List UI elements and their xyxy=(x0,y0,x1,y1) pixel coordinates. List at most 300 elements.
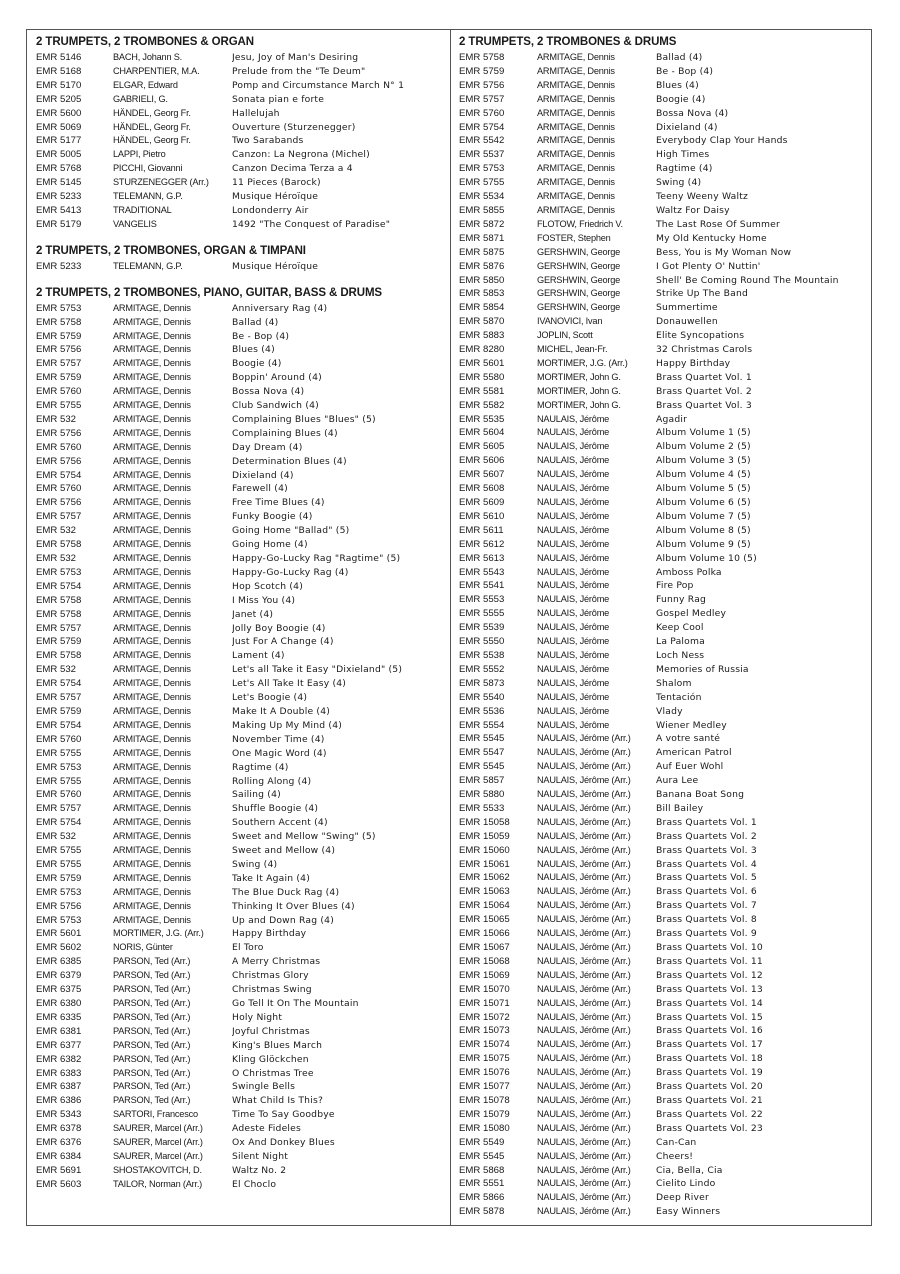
catalog-row xyxy=(459,1052,869,1066)
piece-title: Go Tell It On The Mountain xyxy=(232,998,359,1009)
piece-title: Prelude from the "Te Deum" xyxy=(232,65,366,77)
piece-title: Brass Quartets Vol. 10 xyxy=(656,942,763,953)
composer-name: GABRIELI, G. xyxy=(113,93,168,104)
piece-title: Aura Lee xyxy=(656,775,699,787)
catalog-row xyxy=(36,594,446,608)
composer-name: NAULAIS, Jérôme (Arr.) xyxy=(537,1122,631,1133)
edition-number: EMR 5753 xyxy=(36,886,82,898)
catalog-row xyxy=(36,705,446,719)
piece-title: Boogie (4) xyxy=(232,358,282,370)
composer-name: ELGAR, Edward xyxy=(113,79,178,90)
catalog-row xyxy=(36,524,446,538)
catalog-row xyxy=(36,385,446,399)
piece-title: Brass Quartets Vol. 19 xyxy=(656,1067,763,1079)
piece-title: Brass Quartets Vol. 6 xyxy=(656,886,757,898)
edition-number: EMR 5875 xyxy=(459,246,505,258)
composer-name: NAULAIS, Jérôme (Arr.) xyxy=(537,1164,631,1175)
composer-name: GERSHWIN, George xyxy=(537,260,621,271)
catalog-row xyxy=(459,760,869,774)
composer-name: NAULAIS, Jérôme (Arr.) xyxy=(537,997,631,1008)
piece-title: Two Sarabands xyxy=(232,135,304,147)
composer-name: NAULAIS, Jérôme (Arr.) xyxy=(537,886,631,897)
piece-title: Brass Quartet Vol. 3 xyxy=(656,399,752,411)
piece-title: Brass Quartet Vol. 2 xyxy=(656,385,752,397)
edition-number: EMR 5552 xyxy=(459,663,505,675)
composer-name: MORTIMER, J.G. (Arr.) xyxy=(113,928,204,939)
catalog-row xyxy=(36,510,446,524)
composer-name: ARMITAGE, Dennis xyxy=(113,427,191,438)
section-heading: 2 TRUMPETS, 2 TROMBONES & DRUMS xyxy=(459,36,677,48)
edition-number: EMR 5179 xyxy=(36,218,82,230)
composer-name: NAULAIS, Jérôme (Arr.) xyxy=(537,1067,631,1078)
piece-title: Cia, Bella, Cia xyxy=(656,1164,723,1176)
catalog-row xyxy=(459,385,869,399)
piece-title: Album Volume 9 (5) xyxy=(656,538,751,550)
catalog-row xyxy=(459,315,869,329)
catalog-row xyxy=(36,580,446,594)
catalog-row xyxy=(459,1080,869,1094)
edition-number: EMR 5145 xyxy=(36,177,82,189)
composer-name: ARMITAGE, Dennis xyxy=(537,204,615,215)
edition-number: EMR 15069 xyxy=(459,969,510,981)
edition-number: EMR 5756 xyxy=(459,79,505,91)
composer-name: NAULAIS, Jérôme (Arr.) xyxy=(537,1192,631,1203)
catalog-row xyxy=(36,413,446,427)
catalog-row xyxy=(459,454,869,468)
piece-title: Summertime xyxy=(656,302,718,314)
piece-title: Waltz No. 2 xyxy=(232,1164,287,1176)
catalog-row xyxy=(36,343,446,357)
catalog-row xyxy=(459,176,869,190)
edition-number: EMR 15059 xyxy=(459,830,510,842)
piece-title: Jolly Boy Boogie (4) xyxy=(232,622,326,634)
composer-name: NAULAIS, Jérôme xyxy=(537,510,610,521)
piece-title: Making Up My Mind (4) xyxy=(232,719,343,731)
catalog-row xyxy=(459,357,869,371)
catalog-row xyxy=(36,427,446,441)
catalog-row xyxy=(36,747,446,761)
catalog-row xyxy=(459,287,869,301)
edition-number: EMR 5602 xyxy=(36,942,82,954)
edition-number: EMR 5753 xyxy=(459,163,505,175)
composer-name: ARMITAGE, Dennis xyxy=(113,358,191,369)
edition-number: EMR 5854 xyxy=(459,302,505,314)
piece-title: Album Volume 5 (5) xyxy=(656,483,751,495)
catalog-row xyxy=(459,1094,869,1108)
piece-title: Be - Bop (4) xyxy=(656,65,714,77)
composer-name: ARMITAGE, Dennis xyxy=(113,719,191,730)
edition-number: EMR 5871 xyxy=(459,232,505,244)
composer-name: VANGELIS xyxy=(113,218,157,229)
piece-title: Brass Quartets Vol. 1 xyxy=(656,816,757,828)
composer-name: ARMITAGE, Dennis xyxy=(113,566,191,577)
piece-title: Brass Quartets Vol. 20 xyxy=(656,1081,763,1093)
piece-title: Swing (4) xyxy=(656,177,702,189)
edition-number: EMR 5545 xyxy=(459,733,505,745)
piece-title: Silent Night xyxy=(232,1150,289,1162)
catalog-row xyxy=(459,413,869,427)
edition-number: EMR 532 xyxy=(36,831,76,843)
catalog-row xyxy=(36,733,446,747)
catalog-row xyxy=(459,371,869,385)
composer-name: ARMITAGE, Dennis xyxy=(113,525,191,536)
composer-name: ARMITAGE, Dennis xyxy=(113,803,191,814)
catalog-row xyxy=(459,788,869,802)
piece-title: O Christmas Tree xyxy=(232,1067,314,1079)
edition-number: EMR 5601 xyxy=(36,928,82,940)
catalog-row xyxy=(459,927,869,941)
edition-number: EMR 5756 xyxy=(36,497,82,509)
edition-number: EMR 5753 xyxy=(36,761,82,773)
composer-name: NAULAIS, Jérôme (Arr.) xyxy=(537,1081,631,1092)
edition-number: EMR 5168 xyxy=(36,65,82,77)
piece-title: Canzon Decima Terza a 4 xyxy=(232,163,353,175)
edition-number: EMR 6376 xyxy=(36,1137,82,1149)
edition-number: EMR 5753 xyxy=(36,566,82,578)
edition-number: EMR 5170 xyxy=(36,79,82,91)
composer-name: ARMITAGE, Dennis xyxy=(113,455,191,466)
piece-title: Anniversary Rag (4) xyxy=(232,302,328,314)
piece-title: Happy-Go-Lucky Rag (4) xyxy=(232,566,349,578)
piece-title: Brass Quartets Vol. 4 xyxy=(656,858,757,870)
catalog-row xyxy=(459,593,869,607)
piece-title: Loch Ness xyxy=(656,649,705,661)
piece-title: Album Volume 4 (5) xyxy=(656,469,751,481)
edition-number: EMR 5757 xyxy=(36,692,82,704)
edition-number: EMR 5758 xyxy=(36,316,82,328)
piece-title: Let's All Take It Easy (4) xyxy=(232,678,347,690)
catalog-row xyxy=(459,649,869,663)
edition-number: EMR 5553 xyxy=(459,594,505,606)
edition-number: EMR 5760 xyxy=(36,386,82,398)
edition-number: EMR 5759 xyxy=(36,372,82,384)
piece-title: Shuffle Boogie (4) xyxy=(232,803,319,815)
catalog-row xyxy=(36,997,446,1011)
composer-name: MICHEL, Jean-Fr. xyxy=(537,344,608,355)
composer-name: TELEMANN, G.P. xyxy=(113,260,183,271)
catalog-row xyxy=(459,162,869,176)
catalog-row xyxy=(36,316,446,330)
piece-title: Ballad (4) xyxy=(656,52,703,63)
edition-number: EMR 5756 xyxy=(36,900,82,912)
left-column xyxy=(36,33,446,1192)
catalog-row xyxy=(459,1108,869,1122)
composer-name: NAULAIS, Jérôme (Arr.) xyxy=(537,1178,631,1189)
edition-number: EMR 5612 xyxy=(459,538,505,550)
edition-number: EMR 5605 xyxy=(459,441,505,453)
piece-title: A Merry Christmas xyxy=(232,956,321,968)
catalog-row xyxy=(36,1178,446,1192)
composer-name: NAULAIS, Jérôme (Arr.) xyxy=(537,900,631,911)
catalog-row xyxy=(459,552,869,566)
edition-number: EMR 6383 xyxy=(36,1067,82,1079)
piece-title: Musique Héroïque xyxy=(232,191,319,203)
piece-title: Waltz For Daisy xyxy=(656,204,730,216)
edition-number: EMR 5757 xyxy=(36,358,82,370)
catalog-row xyxy=(36,330,446,344)
edition-number: EMR 5611 xyxy=(459,524,504,536)
catalog-row xyxy=(459,1164,869,1178)
composer-name: PICCHI, Giovanni xyxy=(113,163,183,174)
catalog-row xyxy=(459,148,869,162)
catalog-row xyxy=(459,524,869,538)
edition-number: EMR 5604 xyxy=(459,427,505,439)
edition-number: EMR 5554 xyxy=(459,719,505,731)
edition-number: EMR 15080 xyxy=(459,1122,510,1134)
piece-title: Ox And Donkey Blues xyxy=(232,1137,335,1149)
edition-number: EMR 6387 xyxy=(36,1081,82,1093)
catalog-row xyxy=(36,969,446,983)
catalog-row xyxy=(459,218,869,232)
composer-name: ARMITAGE, Dennis xyxy=(113,622,191,633)
piece-title: Shell' Be Coming Round The Mountain xyxy=(656,274,839,286)
edition-number: EMR 5601 xyxy=(459,357,505,369)
edition-number: EMR 5756 xyxy=(36,344,82,356)
edition-number: EMR 5857 xyxy=(459,775,505,787)
catalog-row xyxy=(459,899,869,913)
composer-name: ARMITAGE, Dennis xyxy=(113,705,191,716)
composer-name: NAULAIS, Jérôme (Arr.) xyxy=(537,1108,631,1119)
composer-name: ARMITAGE, Dennis xyxy=(113,900,191,911)
composer-name: NAULAIS, Jérôme xyxy=(537,497,610,507)
composer-name: ARMITAGE, Dennis xyxy=(113,344,191,355)
catalog-row xyxy=(459,496,869,510)
edition-number: EMR 5535 xyxy=(459,413,505,425)
composer-name: HÄNDEL, Georg Fr. xyxy=(113,121,191,132)
edition-number: EMR 5536 xyxy=(459,705,505,717)
catalog-row xyxy=(459,635,869,649)
edition-number: EMR 5756 xyxy=(36,455,82,467)
edition-number: EMR 15064 xyxy=(459,900,510,912)
composer-name: ARMITAGE, Dennis xyxy=(113,400,191,411)
edition-number: EMR 5758 xyxy=(36,608,82,620)
piece-title: Dixieland (4) xyxy=(656,121,718,133)
edition-number: EMR 5603 xyxy=(36,1178,82,1190)
catalog-row xyxy=(36,1067,446,1081)
edition-number: EMR 532 xyxy=(36,525,76,537)
catalog-row xyxy=(36,496,446,510)
composer-name: NAULAIS, Jérôme xyxy=(537,552,610,563)
edition-number: EMR 5757 xyxy=(36,803,82,815)
composer-name: ARMITAGE, Dennis xyxy=(113,316,191,327)
catalog-row xyxy=(459,343,869,357)
composer-name: ARMITAGE, Dennis xyxy=(113,608,191,619)
piece-title: Deep River xyxy=(656,1192,709,1204)
piece-title: Free Time Blues (4) xyxy=(232,497,325,509)
catalog-row xyxy=(459,468,869,482)
piece-title: Blues (4) xyxy=(232,344,275,356)
composer-name: NAULAIS, Jérôme xyxy=(537,649,610,660)
piece-title: Happy Birthday xyxy=(656,357,731,369)
edition-number: EMR 6379 xyxy=(36,970,82,982)
composer-name: NAULAIS, Jérôme (Arr.) xyxy=(537,733,631,744)
catalog-row xyxy=(36,552,446,566)
catalog-row xyxy=(459,482,869,496)
piece-title: Be - Bop (4) xyxy=(232,330,290,342)
composer-name: ARMITAGE, Dennis xyxy=(113,539,191,550)
piece-title: Brass Quartets Vol. 17 xyxy=(656,1039,763,1051)
composer-name: ARMITAGE, Dennis xyxy=(113,817,191,828)
piece-title: Complaining Blues (4) xyxy=(232,427,338,439)
edition-number: EMR 5755 xyxy=(36,858,82,870)
composer-name: GERSHWIN, George xyxy=(537,288,621,299)
catalog-row xyxy=(459,885,869,899)
edition-number: EMR 5760 xyxy=(36,733,82,745)
catalog-row xyxy=(36,608,446,622)
edition-number: EMR 5547 xyxy=(459,747,505,759)
edition-number: EMR 5550 xyxy=(459,636,505,648)
composer-name: SAURER, Marcel (Arr.) xyxy=(113,1150,203,1161)
composer-name: SHOSTAKOVITCH, D. xyxy=(113,1164,202,1175)
edition-number: EMR 5754 xyxy=(36,817,82,829)
composer-name: ARMITAGE, Dennis xyxy=(113,650,191,661)
piece-title: I Got Plenty O' Nuttin' xyxy=(656,260,761,272)
piece-title: El Toro xyxy=(232,942,264,954)
catalog-row xyxy=(459,190,869,204)
piece-title: Brass Quartets Vol. 16 xyxy=(656,1025,763,1037)
piece-title: Club Sandwich (4) xyxy=(232,400,319,412)
composer-name: NAULAIS, Jérôme (Arr.) xyxy=(537,942,631,952)
catalog-row xyxy=(36,357,446,371)
catalog-row xyxy=(36,1164,446,1178)
piece-title: Album Volume 6 (5) xyxy=(656,497,751,508)
edition-number: EMR 5768 xyxy=(36,163,82,175)
section-heading: 2 TRUMPETS, 2 TROMBONES, PIANO, GUITAR, BASS & DRUMS xyxy=(36,286,382,299)
catalog-row xyxy=(36,218,446,232)
composer-name: NAULAIS, Jérôme xyxy=(537,608,610,619)
composer-name: NAULAIS, Jérôme (Arr.) xyxy=(537,761,631,772)
catalog-row xyxy=(36,302,446,316)
edition-number: EMR 5758 xyxy=(36,594,82,606)
edition-number: EMR 5760 xyxy=(36,483,82,495)
piece-title: A votre santé xyxy=(656,733,721,745)
edition-number: EMR 5753 xyxy=(36,302,82,314)
piece-title: My Old Kentucky Home xyxy=(656,232,767,244)
composer-name: NAULAIS, Jérôme xyxy=(537,538,610,549)
piece-title: Joyful Christmas xyxy=(232,1025,310,1037)
catalog-row xyxy=(459,983,869,997)
catalog-row xyxy=(36,914,446,928)
composer-name: NAULAIS, Jérôme xyxy=(537,691,610,702)
catalog-row xyxy=(459,1122,869,1136)
catalog-row xyxy=(459,538,869,552)
catalog-row xyxy=(36,121,446,135)
catalog-row xyxy=(36,677,446,691)
composer-name: ARMITAGE, Dennis xyxy=(537,135,615,146)
catalog-row xyxy=(36,775,446,789)
edition-number: EMR 5873 xyxy=(459,677,505,689)
edition-number: EMR 5534 xyxy=(459,191,505,203)
composer-name: NAULAIS, Jérôme (Arr.) xyxy=(537,1039,631,1050)
piece-title: Ragtime (4) xyxy=(656,163,713,175)
piece-title: Auf Euer Wohl xyxy=(656,761,724,773)
composer-name: ARMITAGE, Dennis xyxy=(113,872,191,883)
catalog-row xyxy=(36,1094,446,1108)
piece-title: Everybody Clap Your Hands xyxy=(656,135,788,147)
composer-name: NAULAIS, Jérôme xyxy=(537,413,610,424)
edition-number: EMR 6378 xyxy=(36,1123,82,1135)
piece-title: Brass Quartets Vol. 7 xyxy=(656,900,757,912)
catalog-row xyxy=(36,190,446,204)
catalog-row xyxy=(459,663,869,677)
piece-title: Jesu, Joy of Man's Desiring xyxy=(232,52,359,63)
edition-number: EMR 6380 xyxy=(36,998,82,1009)
edition-number: EMR 15063 xyxy=(459,886,510,898)
composer-name: ARMITAGE, Dennis xyxy=(113,511,191,522)
piece-title: Bossa Nova (4) xyxy=(232,386,305,398)
catalog-row xyxy=(36,399,446,413)
edition-number: EMR 5759 xyxy=(36,872,82,884)
composer-name: NAULAIS, Jérôme (Arr.) xyxy=(537,775,631,786)
catalog-row xyxy=(459,329,869,343)
catalog-row xyxy=(459,1136,869,1150)
catalog-row xyxy=(459,260,869,274)
catalog-row xyxy=(459,1191,869,1205)
section-gap xyxy=(36,232,446,242)
piece-title: Can-Can xyxy=(656,1136,697,1148)
composer-name: ARMITAGE, Dennis xyxy=(113,692,191,703)
composer-name: ARMITAGE, Dennis xyxy=(537,177,615,188)
catalog-row xyxy=(459,858,869,872)
composer-name: GERSHWIN, George xyxy=(537,246,621,257)
composer-name: NAULAIS, Jérôme (Arr.) xyxy=(537,858,631,869)
catalog-row xyxy=(459,955,869,969)
edition-number: EMR 15073 xyxy=(459,1025,510,1037)
piece-title: Kling Glöckchen xyxy=(232,1053,309,1065)
composer-name: NAULAIS, Jérôme (Arr.) xyxy=(537,1025,631,1036)
catalog-row xyxy=(36,1108,446,1122)
composer-name: NAULAIS, Jérôme (Arr.) xyxy=(537,1136,631,1147)
edition-number: EMR 5537 xyxy=(459,149,505,161)
composer-name: TAILOR, Norman (Arr.) xyxy=(113,1178,203,1189)
catalog-row xyxy=(459,121,869,135)
composer-name: NAULAIS, Jérôme (Arr.) xyxy=(537,816,631,827)
piece-title: Holy Night xyxy=(232,1011,283,1023)
composer-name: PARSON, Ted (Arr.) xyxy=(113,970,191,981)
piece-title: Farewell (4) xyxy=(232,483,288,495)
catalog-row xyxy=(36,538,446,552)
piece-title: Happy Birthday xyxy=(232,928,307,940)
piece-title: Memories of Russia xyxy=(656,663,749,675)
catalog-row xyxy=(36,1011,446,1025)
piece-title: Rolling Along (4) xyxy=(232,775,312,787)
catalog-row xyxy=(36,482,446,496)
catalog-row xyxy=(36,955,446,969)
edition-number: EMR 6386 xyxy=(36,1095,82,1107)
piece-title: Sailing (4) xyxy=(232,789,281,801)
composer-name: ARMITAGE, Dennis xyxy=(113,636,191,647)
edition-number: EMR 5757 xyxy=(459,93,505,105)
edition-number: EMR 15079 xyxy=(459,1108,510,1120)
composer-name: NAULAIS, Jérôme (Arr.) xyxy=(537,747,631,758)
composer-name: NAULAIS, Jérôme xyxy=(537,566,610,577)
catalog-row xyxy=(459,301,869,315)
edition-number: EMR 5866 xyxy=(459,1192,505,1204)
edition-number: EMR 6382 xyxy=(36,1053,82,1065)
composer-name: ARMITAGE, Dennis xyxy=(113,580,191,591)
piece-title: Sonata pian e forte xyxy=(232,93,325,105)
composer-name: NAULAIS, Jérôme xyxy=(537,677,610,688)
edition-number: EMR 5691 xyxy=(36,1164,82,1176)
edition-number: EMR 5542 xyxy=(459,135,505,147)
catalog-row xyxy=(36,260,446,274)
piece-title: Album Volume 7 (5) xyxy=(656,510,751,522)
edition-number: EMR 5757 xyxy=(36,622,82,634)
piece-title: November Time (4) xyxy=(232,733,325,745)
edition-number: EMR 15070 xyxy=(459,983,510,995)
edition-number: EMR 5855 xyxy=(459,204,505,216)
piece-title: Going Home "Ballad" (5) xyxy=(232,525,350,537)
